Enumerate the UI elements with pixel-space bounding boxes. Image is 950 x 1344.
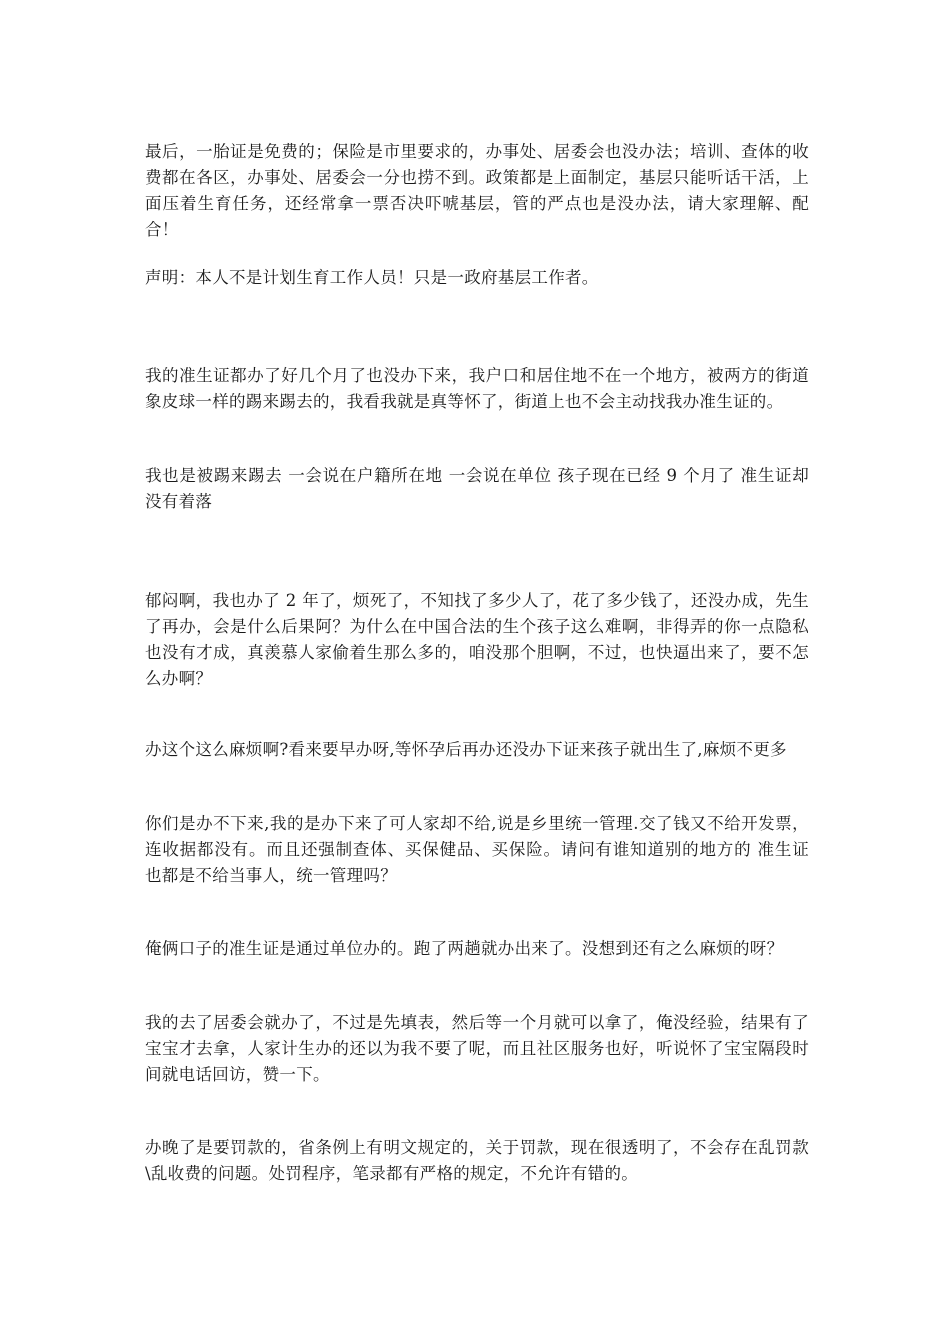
paragraph-7: 你们是办不下来,我的是办下来了可人家却不给,说是乡里统一管理.交了钱又不给开发票，连收据都没有。而且还强制查体、买保健品、买保险。请问有谁知道别的地方的 准生证 也都是不给当事人，统一管理吗？ — [145, 814, 809, 885]
paragraph-6: 办这个这么麻烦啊?看来要早办呀,等怀孕后再办还没办下证来孩子就出生了,麻烦不更多 — [145, 740, 787, 759]
paragraph-10: 办晚了是要罚款的，省条例上有明文规定的，关于罚款，现在很透明了，不会存在乱罚款\乱收费的问题。处罚程序，笔录都有严格的规定，不允许有错的。 — [145, 1138, 809, 1183]
paragraph-8: 俺俩口子的准生证是通过单位办的。跑了两趟就办出来了。没想到还有之么麻烦的呀？ — [145, 939, 784, 958]
paragraph-9: 我的去了居委会就办了，不过是先填表，然后等一个月就可以拿了，俺没经验，结果有了宝宝才去拿，人家计生办的还以为我不要了呢，而且社区服务也好，听说怀了宝宝隔段时间就电话回访，赞一下。 — [145, 1013, 809, 1084]
paragraph-4: 我也是被踢来踢去 一会说在户籍所在地 一会说在单位 孩子现在已经 9 个月了 准生证却没有着落 — [145, 466, 809, 511]
paragraph-3: 我的准生证都办了好几个月了也没办下来，我户口和居住地不在一个地方，被两方的街道象皮球一样的踢来踢去的，我看我就是真等怀了，街道上也不会主动找我办准生证的。 — [145, 366, 809, 411]
paragraph-1: 最后，一胎证是免费的；保险是市里要求的，办事处、居委会也没办法；培训、查体的收费都在各区，办事处、居委会一分也捞不到。政策都是上面制定，基层只能听话干活，上面压着生育任务，还经常拿一票否决吓唬基层，管的严点也是没办法，请大家理解、配合！ — [145, 142, 809, 239]
paragraph-5: 郁闷啊，我也办了 2 年了，烦死了，不知找了多少人了，花了多少钱了，还没办成，先生了再办，会是什么后果阿？为什么在中国合法的生个孩子这么难啊，非得弄的你一点隐私也没有才成，真羡慕人家偷着生那么多的，咱没那个胆啊，不过，也快逼出来了，要不怎么办啊？ — [145, 591, 809, 688]
paragraph-2: 声明：本人不是计划生育工作人员！只是一政府基层工作者。 — [145, 268, 599, 287]
